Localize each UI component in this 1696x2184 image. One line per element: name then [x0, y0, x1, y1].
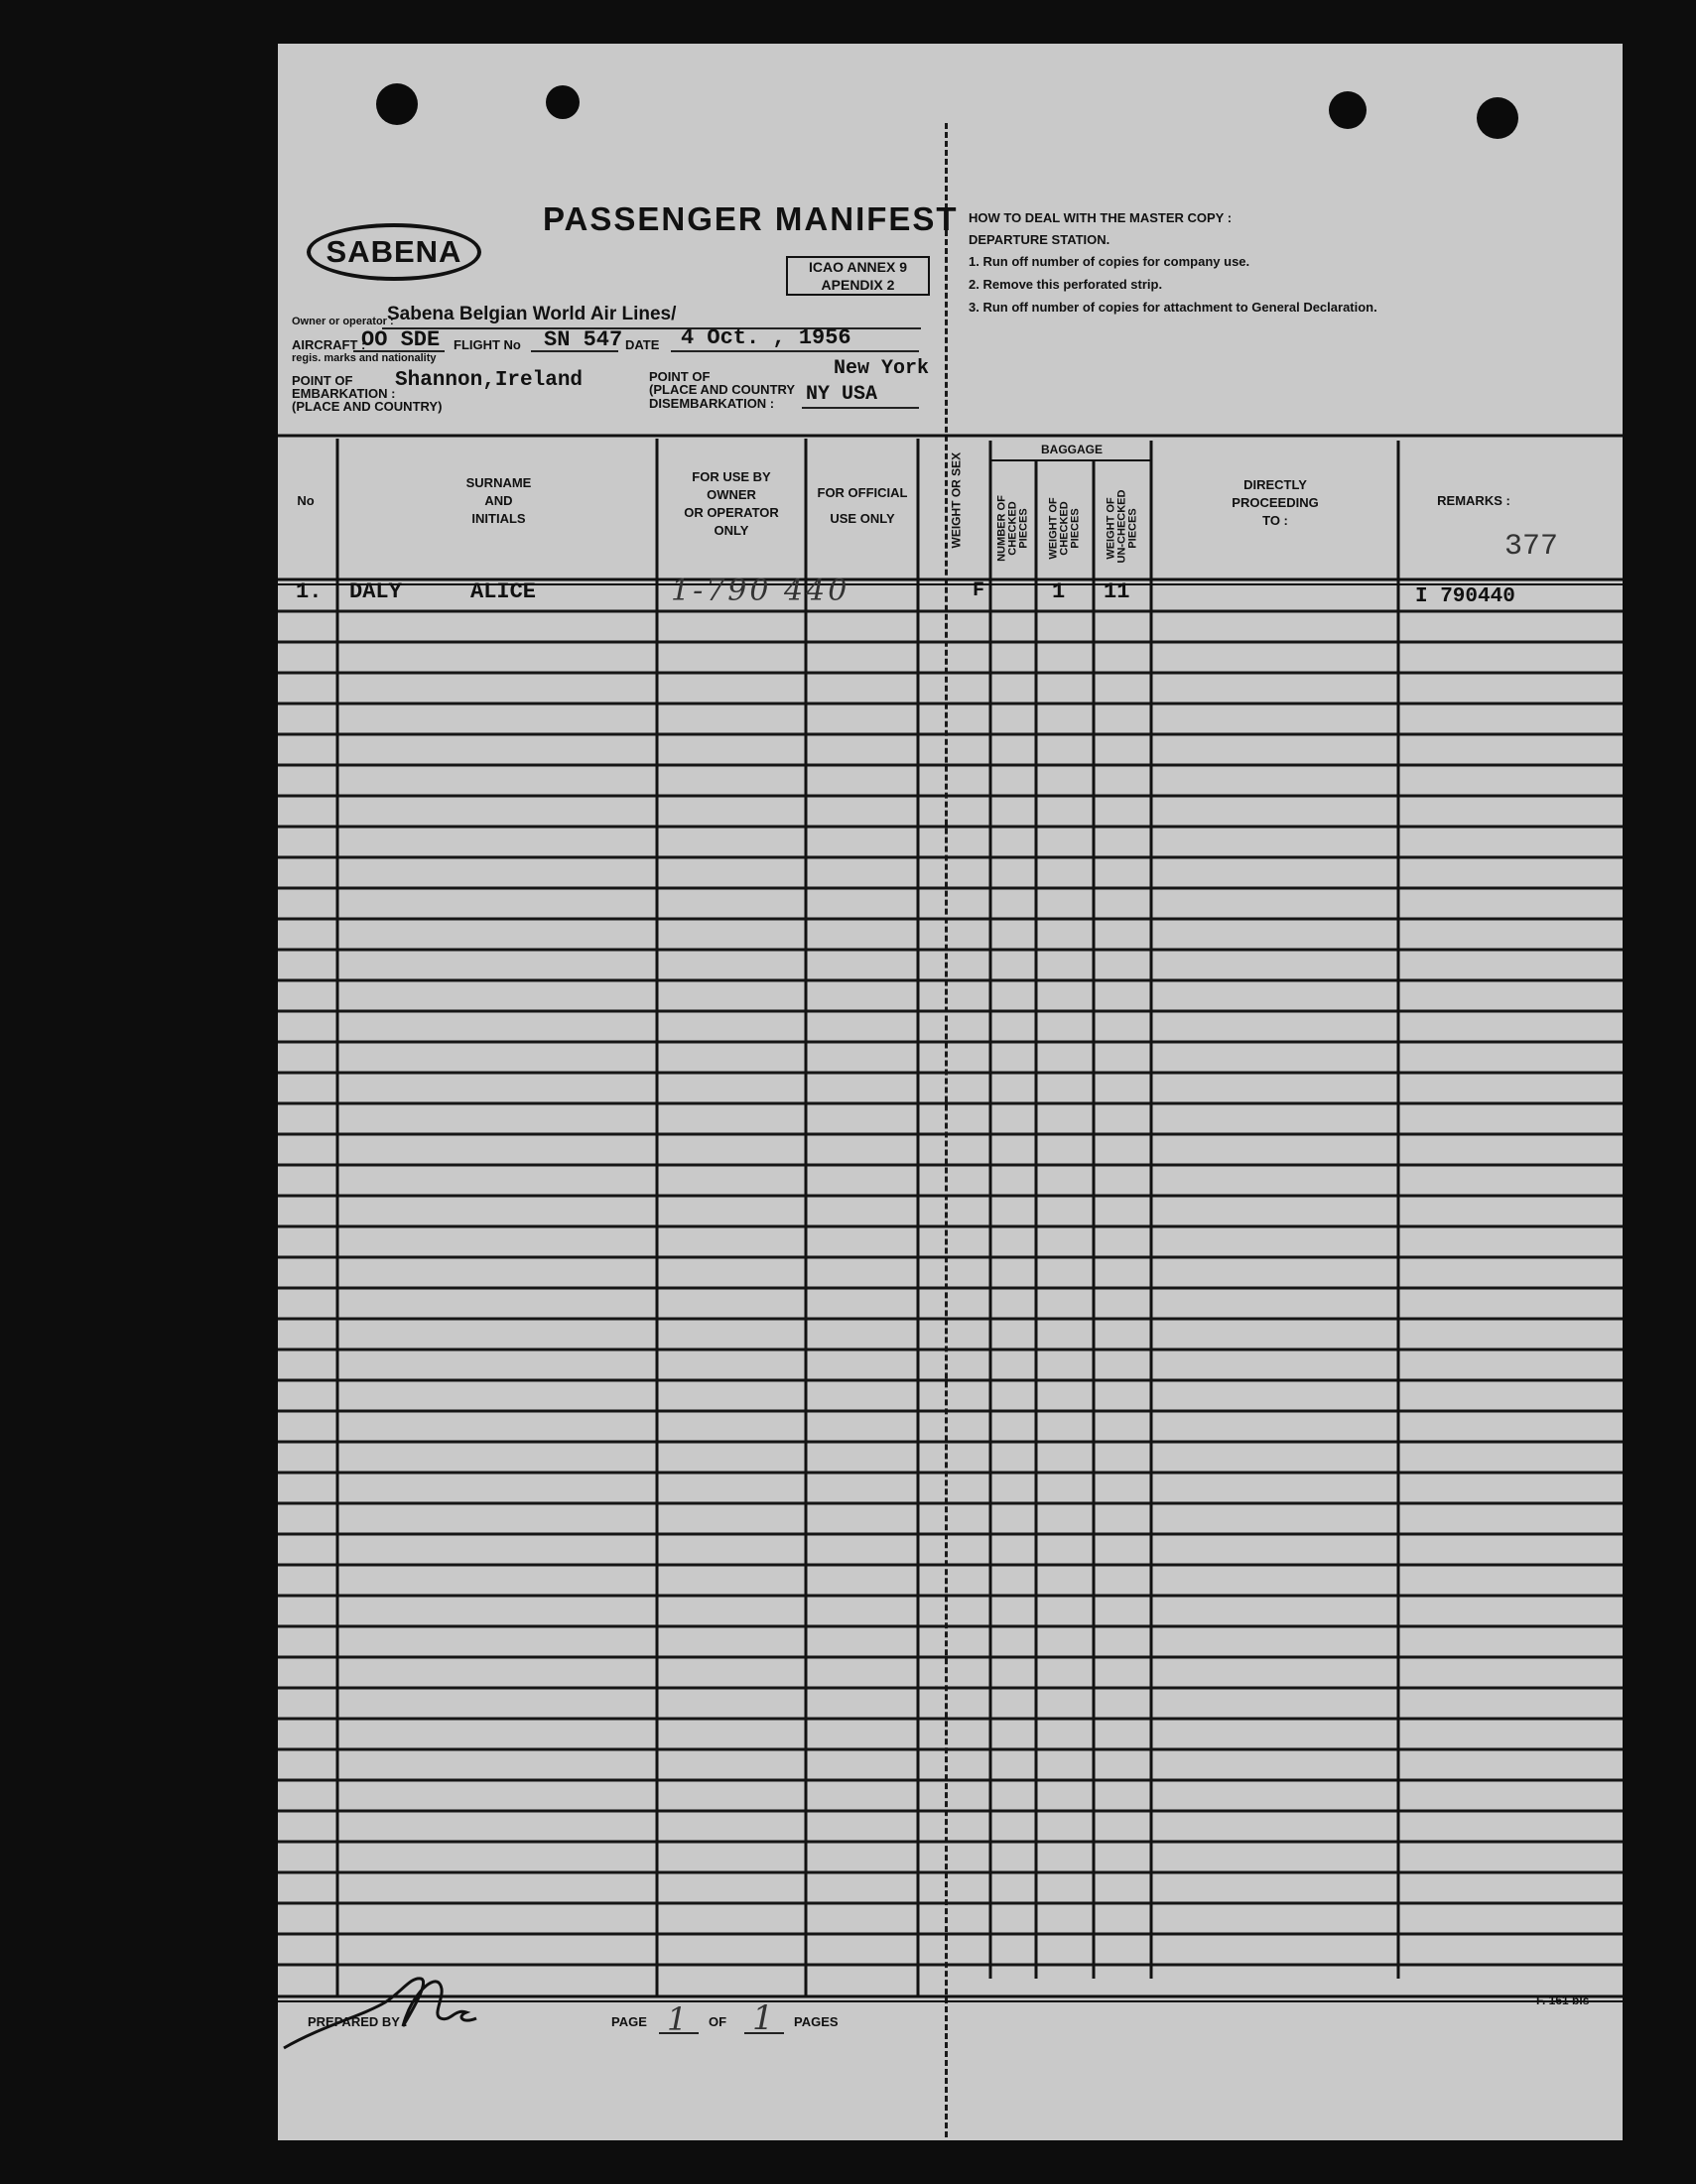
embark-value: Shannon,Ireland — [395, 369, 584, 392]
page-label: PAGE — [611, 2014, 647, 2029]
col-header-line: INITIALS — [471, 511, 526, 526]
col-header-line: OWNER — [707, 487, 756, 502]
col-header-line: PROCEEDING — [1232, 495, 1319, 510]
col-header-line: NUMBER OF — [995, 495, 1008, 562]
instruction-item: 2. Remove this perforated strip. — [969, 277, 1163, 292]
manifest-page — [278, 44, 1623, 2140]
aircraft-value: OO SDE — [361, 327, 441, 352]
row-owner-use: 1-790 440 — [671, 574, 850, 608]
col-header-line: TO : — [1262, 513, 1288, 528]
col-header-line: USE ONLY — [830, 511, 895, 526]
pages-total: 1 — [752, 1998, 774, 2038]
flight-label: FLIGHT No — [454, 337, 521, 352]
col-header-weight-sex: WEIGHT OR SEX — [949, 451, 964, 549]
col-header-official-use — [810, 480, 915, 532]
date-value: 4 Oct. , 1956 — [681, 325, 851, 350]
owner-value: Sabena Belgian World Air Lines/ — [387, 304, 677, 324]
instruction-item: 1. Run off number of copies for company use. — [969, 254, 1250, 269]
page-number: 1 — [667, 2000, 688, 2038]
col-header-line: PIECES — [1017, 508, 1030, 549]
col-header-weight-unchecked — [1105, 489, 1139, 564]
embark-label-3: (PLACE AND COUNTRY) — [292, 399, 443, 414]
col-header-baggage: BAGGAGE — [1040, 443, 1103, 456]
page-underline — [659, 2032, 699, 2034]
col-header-line: CHECKED — [1006, 501, 1019, 556]
row-weight-checked: 11 — [1104, 579, 1130, 604]
row-initials: ALICE — [470, 579, 537, 604]
col-header-line: UN-CHECKED — [1115, 489, 1128, 564]
disembark-label-3: DISEMBARKATION : — [649, 396, 775, 411]
instructions-title: HOW TO DEAL WITH THE MASTER COPY : — [969, 210, 1233, 225]
signature-icon — [282, 1957, 500, 2056]
col-header-line: WEIGHT OF — [1105, 497, 1117, 560]
row-surname: DALY — [349, 579, 402, 604]
col-header-line: AND — [484, 493, 513, 508]
row-num-checked: 1 — [1052, 579, 1066, 604]
row-no: 1. — [296, 579, 323, 604]
col-header-remarks: REMARKS : — [1437, 493, 1510, 508]
embark-label-2: EMBARKATION : — [292, 386, 396, 401]
disembark-value-city: New York — [834, 357, 930, 380]
col-header-proceeding — [1155, 476, 1395, 530]
remarks-number: 377 — [1504, 530, 1559, 564]
icao-line-1: ICAO ANNEX 9 — [808, 259, 908, 275]
disembark-value-country: NY USA — [806, 383, 878, 406]
date-label: DATE — [625, 337, 660, 352]
aircraft-sublabel: regis. marks and nationality — [292, 352, 437, 364]
col-header-owner-use — [662, 468, 801, 540]
disembark-label-1: POINT OF — [649, 369, 711, 384]
col-header-line: CHECKED — [1058, 501, 1071, 556]
col-header-line: OR OPERATOR — [684, 505, 779, 520]
aircraft-label: AIRCRAFT : — [292, 337, 366, 352]
row-remarks: I 790440 — [1415, 585, 1515, 608]
prepared-by-label: PREPARED BY : — [308, 2014, 408, 2029]
col-header-line: ONLY — [714, 523, 749, 538]
manifest-grid — [278, 44, 1623, 2140]
logo-text: SABENA — [326, 234, 462, 269]
col-header-line: FOR USE BY — [692, 469, 771, 484]
flight-value: SN 547 — [544, 327, 623, 352]
page-title: PASSENGER MANIFEST — [543, 200, 959, 237]
disembark-label-2: (PLACE AND COUNTRY — [649, 382, 796, 397]
icao-line-2: APENDIX 2 — [821, 277, 895, 293]
col-header-num-checked — [997, 494, 1030, 564]
col-header-line: FOR OFFICIAL — [817, 485, 908, 500]
form-code: F. 161 bis — [1536, 1993, 1590, 2007]
embark-label-1: POINT OF — [292, 373, 353, 388]
pages-underline — [744, 2032, 784, 2034]
col-header-line: SURNAME — [465, 475, 532, 490]
col-header-line: WEIGHT OF — [1047, 497, 1060, 560]
pages-label: PAGES — [794, 2014, 839, 2029]
col-header-surname — [347, 474, 650, 528]
row-lines — [278, 611, 1623, 1965]
instructions-subtitle: DEPARTURE STATION. — [969, 232, 1110, 247]
row-sex: F — [973, 579, 985, 602]
instruction-item: 3. Run off number of copies for attachment to General Declaration. — [969, 300, 1377, 315]
col-header-line: DIRECTLY — [1243, 477, 1307, 492]
col-header-line: PIECES — [1126, 508, 1139, 549]
col-header-no: No — [297, 493, 315, 508]
col-header-line: PIECES — [1069, 508, 1082, 549]
col-header-weight-checked — [1049, 494, 1082, 564]
of-label: OF — [709, 2014, 727, 2029]
owner-label: Owner or operator : — [292, 316, 394, 327]
